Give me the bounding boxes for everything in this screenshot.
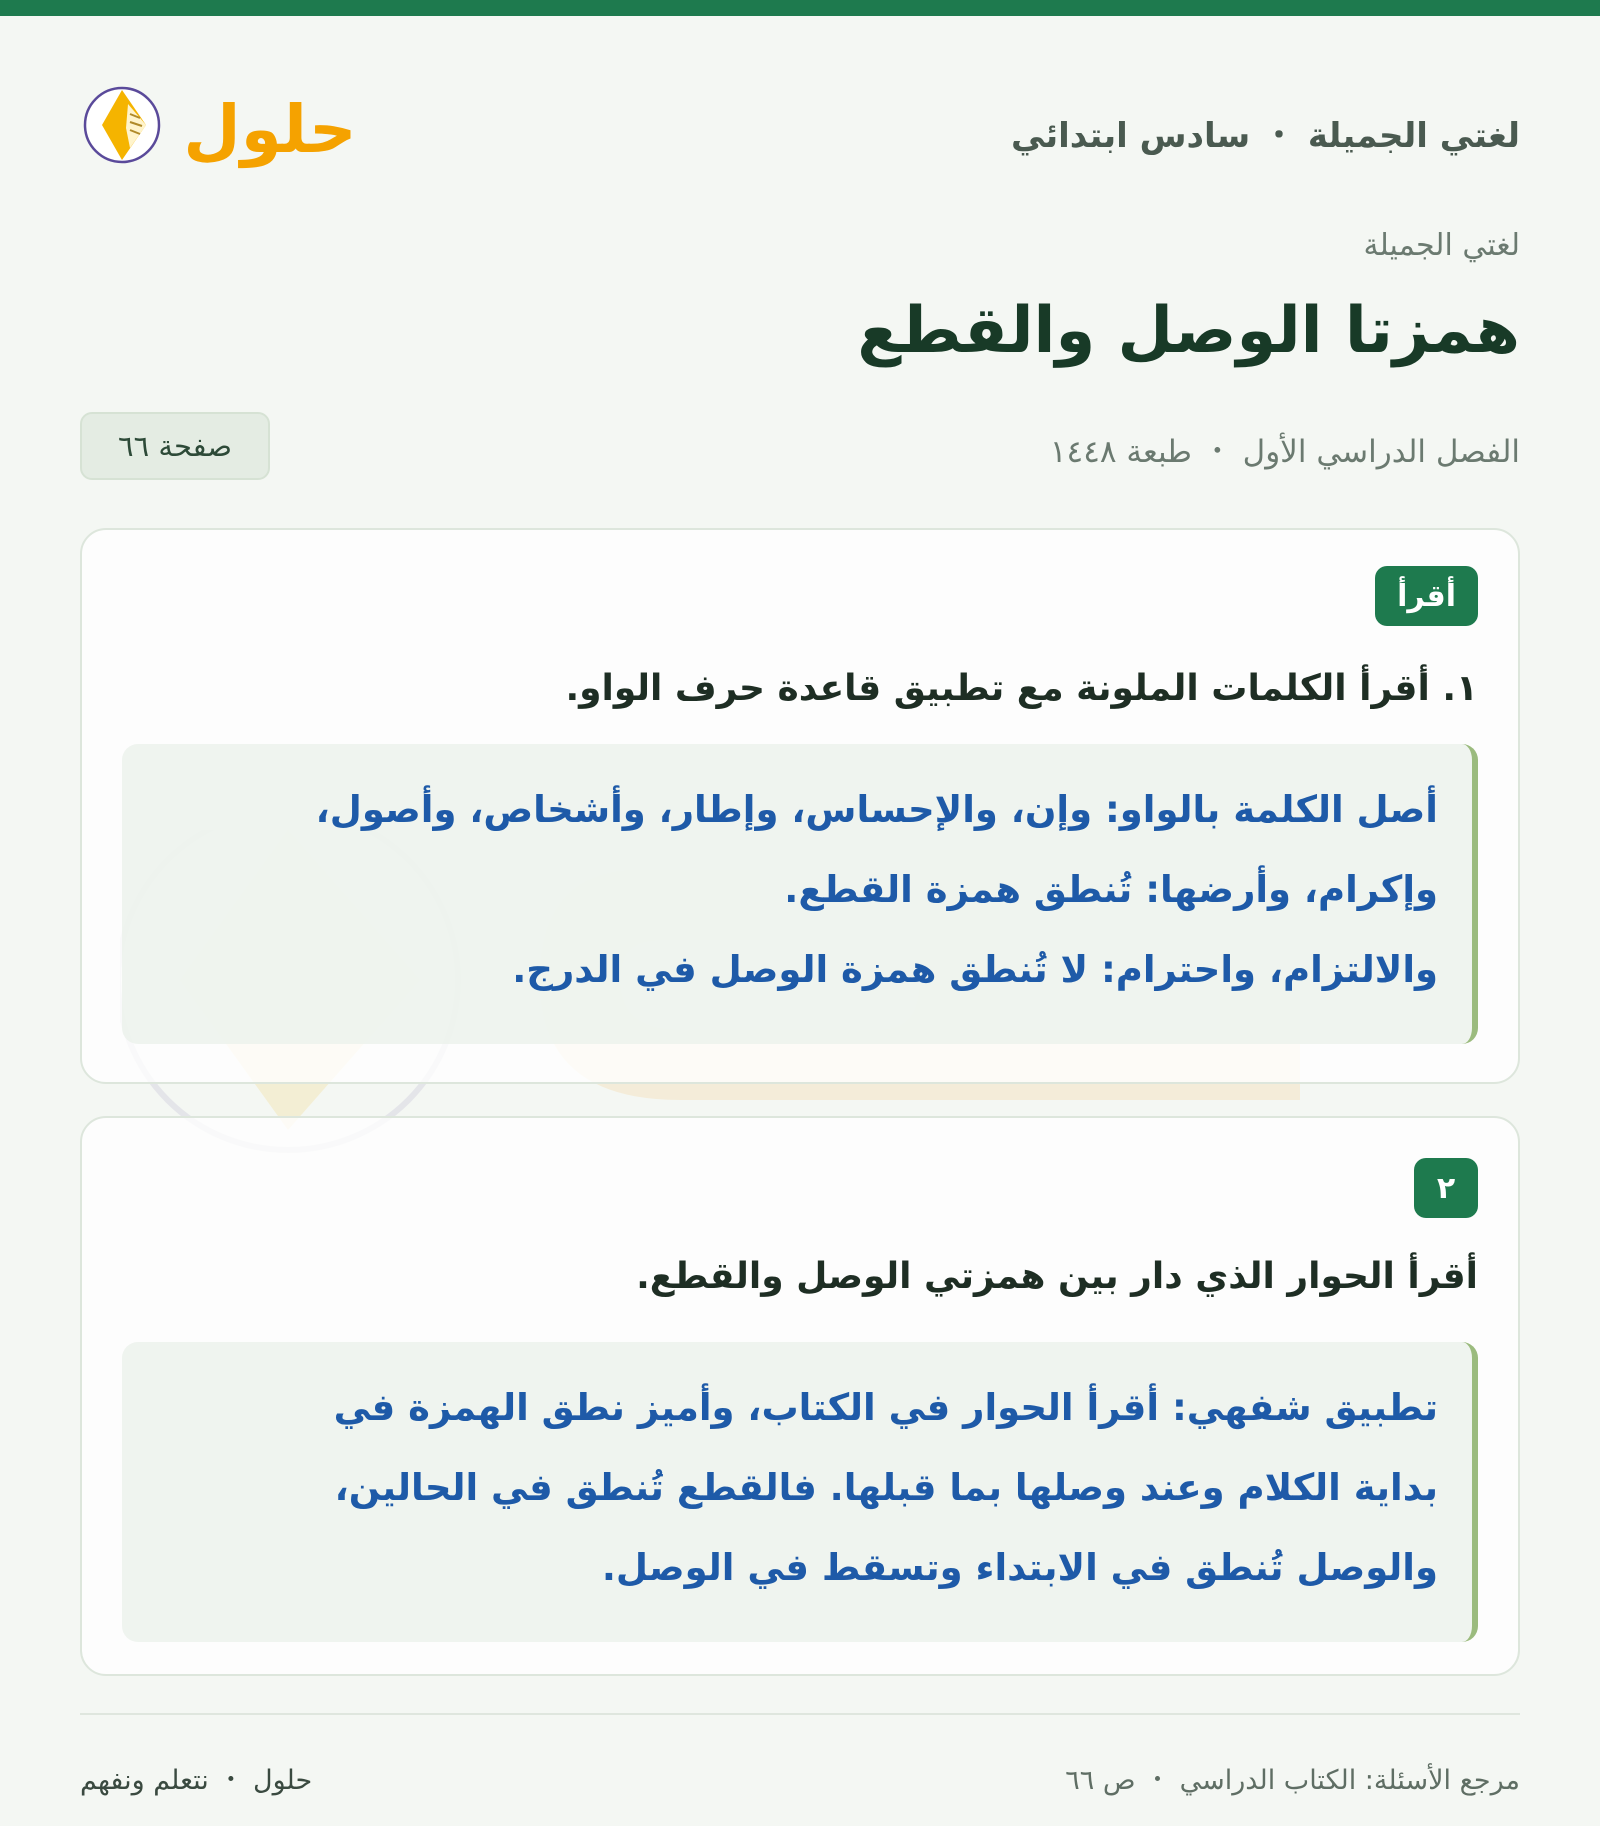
top-accent-bar <box>0 0 1600 16</box>
answer-box <box>122 744 1478 1044</box>
card-tag: أقرأ <box>1375 566 1478 626</box>
question-card-2 <box>80 1116 1520 1676</box>
answer-line: بداية الكلام وعند وصلها بما قبلها. فالقطع تُنطق في الحالين، <box>334 1466 1438 1509</box>
lesson-title: همزتا الوصل والقطع <box>857 294 1520 368</box>
logo-text: حلول <box>183 91 357 168</box>
answer-box <box>122 1342 1478 1642</box>
answer-line: والوصل تُنطق في الابتداء وتسقط في الوصل. <box>601 1546 1438 1589</box>
subject-label: لغتي الجميلة <box>1363 228 1520 263</box>
card-tag: ٢ <box>1414 1158 1478 1218</box>
page-header <box>80 70 1520 180</box>
answer-line: وإكرام، وأرضها: تُنطق همزة القطع. <box>784 868 1438 911</box>
footer-reference: مرجع الأسئلة: الكتاب الدراسي ・ ص ٦٦ <box>1065 1765 1520 1796</box>
footer-divider <box>80 1713 1520 1715</box>
question-card-1 <box>80 528 1520 1084</box>
question-text: ١. أقرأ الكلمات الملونة مع تطبيق قاعدة حرف الواو. <box>565 668 1478 709</box>
answer-line: أصل الكلمة بالواو: وإن، والإحساس، وإطار، وأشخاص، وأصول، <box>315 788 1438 831</box>
page-number-badge: صفحة ٦٦ <box>80 412 270 480</box>
header-breadcrumb: لغتي الجميلة ・ سادس ابتدائي <box>1010 116 1520 156</box>
question-text: أقرأ الحوار الذي دار بين همزتي الوصل والقطع. <box>636 1256 1478 1297</box>
lesson-meta: الفصل الدراسي الأول ・ طبعة ١٤٤٨ <box>1049 434 1520 470</box>
page-container <box>80 16 1520 1826</box>
footer-brand: حلول ・ نتعلم ونفهم <box>80 1765 313 1796</box>
answer-line: والالتزام، واحترام: لا تُنطق همزة الوصل في الدرج. <box>512 948 1438 991</box>
answer-line: تطبيق شفهي: أقرأ الحوار في الكتاب، وأميز نطق الهمزة في <box>333 1386 1438 1429</box>
hulul-logo[interactable] <box>80 70 360 180</box>
